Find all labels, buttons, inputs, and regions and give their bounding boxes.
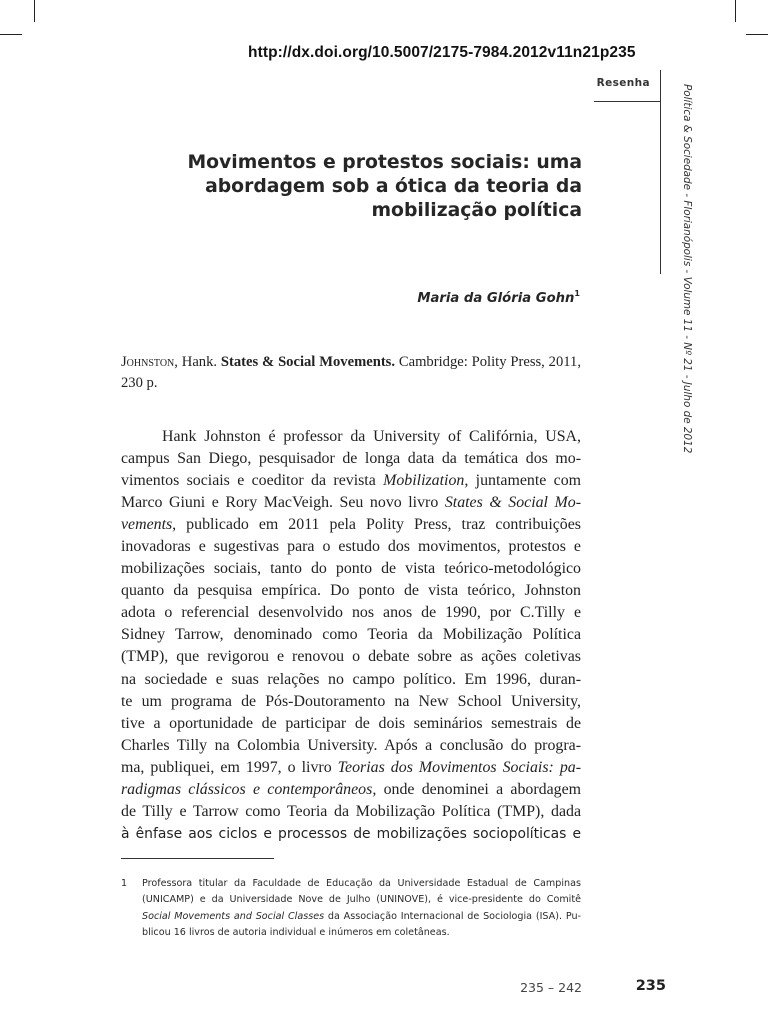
body-line: Marco Giuni e Rory MacVeigh. Seu novo livro States & Social Mo-: [121, 494, 581, 512]
reference-author-surname: Johnston: [121, 354, 175, 370]
header-rule-horizontal: [594, 101, 661, 102]
body-line: te um programa de Pós-Doutoramento na New School University,: [121, 692, 581, 710]
crop-mark-top-right-horizontal: [746, 34, 768, 35]
article-title: Movimentos e protestos sociais: uma abordagem sob a ótica da teoria da mobilização política: [187, 152, 582, 221]
reference-author-rest: , Hank.: [174, 354, 221, 370]
body-text: [121, 426, 581, 845]
body-line: ma, publiquei, em 1997, o livro Teorias dos Movimentos Sociais: pa-: [121, 758, 581, 776]
footnote-rule: [121, 858, 274, 859]
body-line: mobilizações sociais, tanto do ponto de vista teórico-metodológico: [121, 560, 581, 578]
journal-running-head: [679, 84, 695, 468]
journal-running-head-text: Política & Sociedade - Florianópolis - Volume 11 - Nº 21 - Julho de 2012: [681, 84, 693, 454]
body-line: vements, publicado em 2011 pela Polity Press, traz contribuições: [121, 516, 581, 534]
body-line: radigmas clássicos e contemporâneos, onde denominei a abordagem: [121, 780, 581, 798]
body-line: de Tilly e Tarrow como Teoria da Mobilização Política (TMP), dada: [121, 802, 581, 820]
crop-mark-top-left-horizontal: [0, 34, 22, 35]
footnote-line: (UNICAMP) e da Universidade Nove de Julho (UNINOVE), é vice-presidente do Comitê: [142, 894, 581, 906]
crop-mark-top-right-vertical: [735, 0, 736, 22]
book-reference: [121, 352, 581, 393]
body-line: vimentos sociais e coeditor da revista Mobilization, juntamente com: [121, 472, 581, 490]
footnote-line: blicou 16 livros de autoria individual e inúmeros em coletâneas.: [142, 926, 450, 938]
body-line: à ênfase aos ciclos e processos de mobilizações sociopolíticas e: [121, 825, 581, 842]
reference-publisher: Cambridge: Polity Press, 2011, 230 p.: [121, 354, 581, 391]
footnote-text: [142, 876, 581, 941]
body-line: (TMP), que revigorou e renovou o debate sobre as ações coletivas: [121, 648, 581, 666]
doi-link[interactable]: http://dx.doi.org/10.5007/2175-7984.2012v11n21p235: [248, 44, 636, 61]
footnote-line: Social Movements and Social Classes da Associação Internacional de Sociologia (ISA). Pu-: [142, 910, 581, 922]
author-footnote-mark[interactable]: 1: [574, 289, 580, 298]
body-line: Hank Johnston é professor da University of Califórnia, USA,: [162, 428, 581, 445]
body-line: Sidney Tarrow, denominado como Teoria da Mobilização Política: [121, 626, 581, 644]
crop-mark-top-left-vertical: [34, 0, 35, 22]
body-line: Charles Tilly na Colombia University. Após a conclusão do progra-: [121, 736, 581, 754]
page-range: 235 – 242: [520, 980, 582, 995]
footnote-number: 1: [121, 878, 128, 889]
body-line: campus San Diego, pesquisador de longa data da temática dos mo-: [121, 450, 581, 468]
body-line: tive a oportunidade de participar de dois seminários semestrais de: [121, 714, 581, 732]
reference-book-title: States & Social Movements.: [220, 354, 396, 370]
author-line: [330, 289, 580, 306]
body-line: quanto da pesquisa empírica. Do ponto de vista teórico, Johnston: [121, 582, 581, 600]
page-number: 235: [635, 978, 666, 994]
footnote-line: Professora titular da Faculdade de Educação da Universidade Estadual de Campinas: [142, 878, 581, 889]
header-rule-vertical: [660, 70, 661, 274]
section-label: Resenha: [596, 77, 650, 89]
body-line: adota o referencial desenvolvido nos anos de 1990, por C.Tilly e: [121, 604, 581, 622]
author-name: Maria da Glória Gohn: [417, 291, 575, 306]
body-line: inovadoras e sugestivas para o estudo dos movimentos, protestos e: [121, 538, 581, 556]
body-line: na sociedade e suas relações no campo político. Em 1996, duran-: [121, 670, 581, 688]
footnote: [121, 876, 581, 941]
